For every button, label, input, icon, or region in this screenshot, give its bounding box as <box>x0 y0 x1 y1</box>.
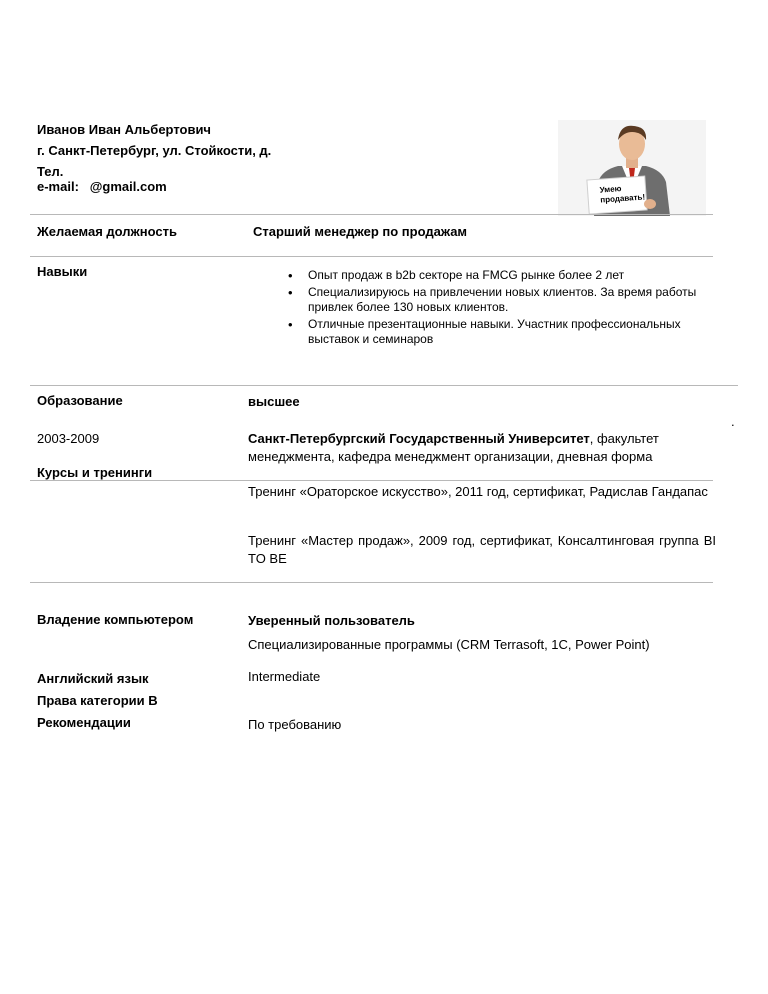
computer-level: Уверенный пользователь <box>248 613 415 628</box>
photo-sign <box>599 182 645 205</box>
email-line <box>37 179 167 194</box>
address: г. Санкт-Петербург, ул. Стойкости, д. <box>37 143 272 158</box>
license-label: Права категории В <box>37 693 158 708</box>
email-value[interactable]: @gmail.com <box>89 179 167 194</box>
courses-label: Курсы и тренинги <box>37 465 153 480</box>
university-name: Санкт-Петербургский Государственный Университет <box>248 431 590 446</box>
english-level: Intermediate <box>248 669 321 684</box>
computer-label: Владение компьютером <box>37 612 194 627</box>
divider-skills <box>30 385 738 386</box>
position-label: Желаемая должность <box>37 224 177 239</box>
photo-sign-line2: продавать! <box>600 192 646 205</box>
education-label: Образование <box>37 393 123 408</box>
phone-label: Тел. <box>37 164 64 179</box>
position-value: Старший менеджер по продажам <box>253 224 468 239</box>
education-details-block <box>248 430 718 466</box>
skill-item: • Опыт продаж в b2b секторе на FMCG рынке более 2 лет <box>288 268 718 283</box>
email-label: e-mail: <box>37 179 79 194</box>
english-label: Английский язык <box>37 671 149 686</box>
education-level: высшее <box>248 394 300 409</box>
skills-label: Навыки <box>37 264 88 279</box>
photo-sign-line1: Умею <box>599 184 622 195</box>
skill-item: • Отличные презентационные навыки. Участник профессиональных выставок и семинаров <box>288 317 718 347</box>
skills-list <box>288 268 718 349</box>
full-name: Иванов Иван Альбертович <box>37 122 211 137</box>
divider-education <box>30 582 713 583</box>
divider-courses <box>30 480 713 481</box>
stray-dot: . <box>731 414 735 429</box>
computer-programs: Специализированные программы (CRM Terrasoft, 1С, Power Point) <box>248 637 650 652</box>
course-item: Тренинг «Мастер продаж», 2009 год, сертификат, Консалтинговая группа BI TO BE <box>248 533 716 566</box>
divider-position <box>30 256 713 257</box>
divider-top <box>30 214 713 215</box>
references-value: По требованию <box>248 717 342 732</box>
references-label: Рекомендации <box>37 715 131 730</box>
education-years: 2003-2009 <box>37 431 100 446</box>
course-item: Тренинг «Ораторское искусство», 2011 год, сертификат, Радислав Гандапас <box>248 484 708 499</box>
university-details: , факультет менеджмента, кафедра менеджмент организации, дневная форма <box>248 431 659 464</box>
profile-photo <box>558 120 706 216</box>
skill-item: • Специализируюсь на привлечении новых клиентов. За время работы привлек более 130 новых клиентов. <box>288 285 718 315</box>
